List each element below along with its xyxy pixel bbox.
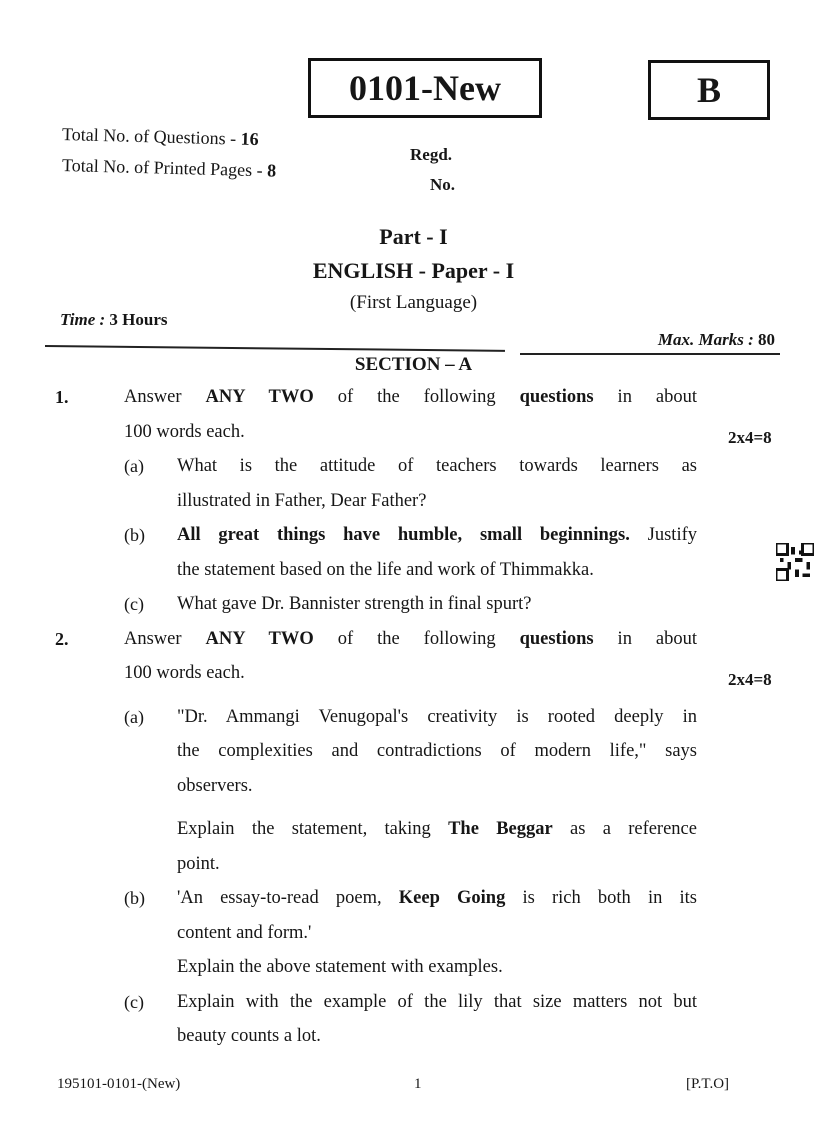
total-questions-label: Total No. of Questions - [61,124,241,149]
text-line [177,985,697,1020]
text-segment: the statement based on the life and work of Thimmakka. [177,559,594,580]
regd-label: Regd. [410,145,453,164]
text-line [124,380,697,415]
text-segment: 100 words each. [124,663,245,683]
text-segment: Justify [629,525,697,545]
max-marks-value: 80 [753,330,775,349]
text-segment: Explain the above statement with examples. [177,957,503,977]
text-line [177,950,697,985]
part-title: Part - I [379,224,448,249]
text-segment: 100 words each. [124,421,245,442]
text-segment: Answer [124,387,206,407]
paper-code: 0101-New [349,68,501,108]
page-number: 1 [414,1076,422,1092]
bold-text: Keep Going [398,888,506,908]
text-segment: What is the attitude of teachers towards learners as [177,456,697,476]
text-segment: point. [177,853,220,874]
time-label: Time : [60,310,106,329]
qr-code-icon [776,543,814,581]
text-segment: What gave Dr. Bannister strength in final spurt? [177,594,532,614]
part-label: (c) [124,594,144,614]
bold-text: questions [519,387,594,407]
text-line [124,415,697,450]
text-line [177,916,697,951]
footer-code: 195101-0101-(New) [57,1076,181,1092]
total-pages-value: 8 [266,160,277,181]
question-marks: 2x4=8 [728,669,772,689]
text-line [177,553,697,588]
bold-text: All great things have humble, small beginnings. [177,525,630,545]
text-segment: the complexities and contradictions of modern life," says [177,741,697,761]
text-line [177,847,697,882]
text-line [177,769,697,804]
text-line [124,656,697,691]
question-part [0,881,827,985]
total-questions-value: 16 [240,128,259,150]
question-marks: 2x4=8 [728,428,772,447]
text-segment: illustrated in Father, Dear Father? [177,490,427,511]
question-number: 2. [55,628,69,649]
part-label: (a) [124,456,144,476]
text-segment: in about [593,387,698,407]
question-text [0,380,827,449]
text-segment: observers. [177,775,253,796]
no-label: No. [430,175,456,194]
question-part [0,985,827,1054]
text-segment: "Dr. Ammangi Venugopal's creativity is rooted deeply in [177,706,697,727]
text-segment: of the following [313,387,520,407]
bold-text: ANY TWO [205,628,314,649]
questions [0,380,827,1054]
text-segment: as a reference [552,819,697,839]
text-line [124,622,697,657]
part-label: (b) [124,525,145,545]
text-segment: Explain with the example of the lily that size matters not but [177,991,697,1012]
question-part [0,587,827,622]
question-part [0,700,827,882]
text-line [177,881,697,916]
text-segment: beauty counts a lot. [177,1026,321,1046]
max-marks-label: Max. Marks : [657,330,754,349]
pto: [P.T.O] [686,1076,730,1092]
section-heading: SECTION – A [354,354,473,375]
text-segment: Answer [124,628,206,649]
total-pages-label: Total No. of Printed Pages - [61,155,268,181]
max-marks [658,330,775,350]
text-segment: is rich both in its [505,888,697,908]
text-line [177,812,697,847]
language-subtitle: (First Language) [349,292,478,313]
bold-text: The Beggar [448,819,553,839]
text-line [177,587,697,622]
question [0,622,827,1054]
part-label: (c) [124,991,144,1012]
text-segment: 'An essay-to-read poem, [177,888,399,908]
text-segment: of the following [313,628,520,649]
part-label: (b) [124,888,145,908]
text-line [177,700,697,735]
set-box [648,60,770,120]
question [0,380,827,622]
text-line [177,449,697,484]
total-questions [62,124,259,150]
time [60,310,168,330]
question-text [0,622,827,691]
text-segment: Explain the statement, taking [177,819,449,839]
text-line [177,734,697,769]
text-line [177,484,697,519]
text-line [177,518,697,553]
text-segment: in about [593,628,698,649]
text-segment: content and form.' [177,922,312,943]
total-pages [62,155,277,182]
text-line [177,1019,697,1054]
header-divider [45,345,505,351]
set-letter: B [696,70,721,110]
time-value: 3 Hours [105,310,168,329]
bold-text: ANY TWO [205,387,314,407]
question-part [0,518,827,587]
question-part [0,449,827,518]
subject-title: ENGLISH - Paper - I [312,258,515,283]
bold-text: questions [519,628,594,649]
paper-code-box [308,58,542,118]
part-label: (a) [124,706,144,727]
question-number: 1. [55,387,69,407]
